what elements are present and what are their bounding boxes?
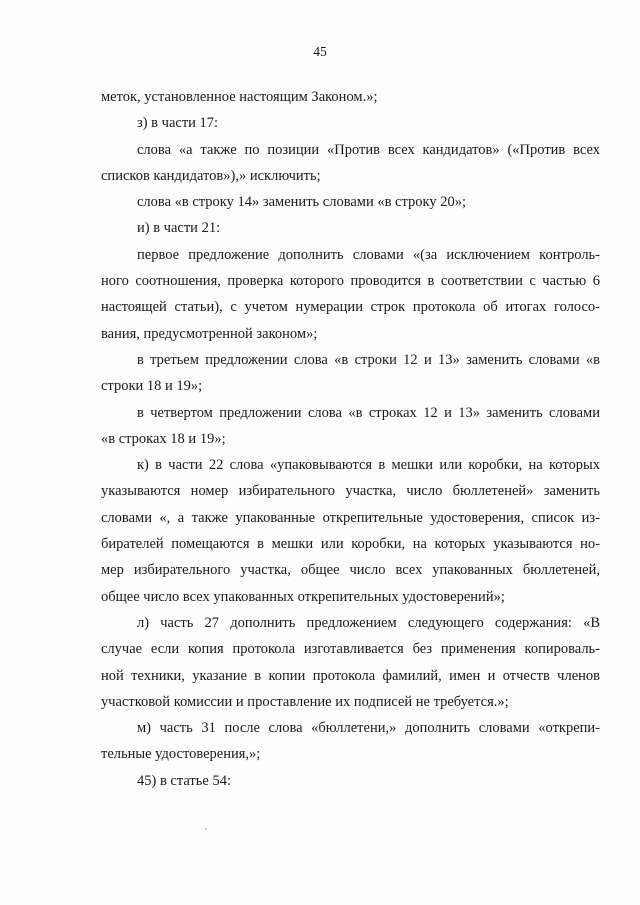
text-line: з) в части 17: (137, 115, 219, 132)
text-line: указываются номер избирательного участка, число бюллетеней» заменить (101, 483, 600, 500)
text-line: «в строках 18 и 19»; (101, 430, 226, 447)
text-line: словами «, а также упакованные открепительные удостоверения, список из- (101, 509, 600, 526)
text-line: мер избирательного участка, общее число всех упакованных бюллетеней, (101, 562, 600, 579)
text-line: бирателей помещаются в мешки или коробки, на которых указываются но- (101, 536, 600, 553)
text-line: настоящей статьи), с учетом нумерации строк протокола об итогах голосо- (101, 299, 600, 316)
text-line: случае если копия протокола изготавливается без применения копироваль- (101, 641, 600, 658)
text-line: вания, предусмотренной законом»; (101, 325, 318, 342)
document-body (101, 84, 600, 794)
text-line: тельные удостоверения,»; (101, 746, 261, 763)
text-line: 45) в статье 54: (137, 772, 231, 789)
text-line: л) часть 27 дополнить предложением следующего содержания: «В (137, 614, 600, 631)
text-line: списков кандидатов»),» исключить; (101, 167, 321, 184)
text-line: строки 18 и 19»; (101, 378, 203, 395)
text-line: ного соотношения, проверка которого проводится в соответствии с частью 6 (101, 273, 600, 290)
text-line: в третьем предложении слова «в строки 12 и 13» заменить словами «в (137, 351, 600, 368)
text-line: м) часть 31 после слова «бюллетени,» дополнить словами «открепи- (137, 720, 600, 737)
page-number: 45 (313, 44, 327, 59)
scan-speck (205, 828, 207, 830)
text-line: участковой комиссии и проставление их подписей не требуется.»; (101, 693, 509, 710)
text-line: к) в части 22 слова «упаковываются в мешки или коробки, на которых (137, 457, 600, 474)
text-line: и) в части 21: (137, 220, 221, 237)
text-line: в четвертом предложении слова «в строках 12 и 13» заменить словами (137, 404, 600, 421)
text-line: меток, установленное настоящим Законом.»; (101, 89, 378, 105)
text-line: слова «в строку 14» заменить словами «в строку 20»; (137, 194, 467, 211)
text-line: слова «а также по позиции «Против всех кандидатов» («Против всех (137, 141, 600, 158)
text-line: общее число всех упакованных открепительных удостоверений»; (101, 588, 505, 605)
text-line: ной техники, указание в копии протокола фамилий, имен и отчеств членов (101, 667, 600, 684)
text-line: первое предложение дополнить словами «(за исключением контроль- (137, 246, 600, 263)
